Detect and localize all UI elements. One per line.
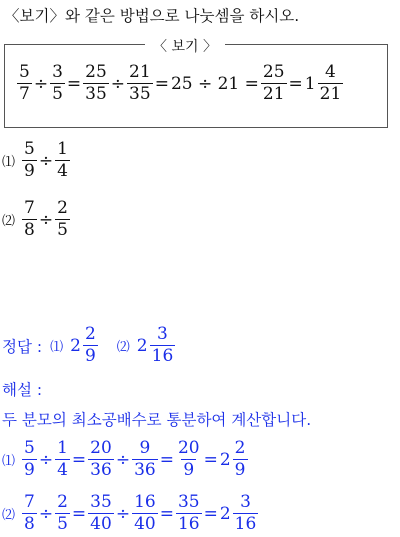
example-title: 〈 보기 〉	[145, 36, 225, 56]
denominator: 7	[19, 84, 30, 104]
numerator: 9	[139, 438, 151, 458]
fraction	[132, 494, 158, 533]
numerator: 2	[84, 324, 96, 344]
math-text: 2	[219, 449, 231, 470]
denominator: 8	[24, 220, 35, 240]
numerator: 5	[19, 62, 30, 82]
denominator: 40	[90, 514, 112, 534]
denominator: 9	[84, 346, 96, 366]
math-text: 1	[304, 73, 316, 94]
fraction	[22, 494, 37, 533]
numerator: 5	[24, 438, 35, 458]
fraction	[176, 494, 202, 533]
math-text: 2	[70, 335, 81, 356]
explanation-2	[2, 494, 259, 533]
math-text: 25 ÷ 21 =	[170, 73, 259, 94]
operator: ÷	[38, 503, 54, 524]
operator: =	[154, 73, 169, 94]
fraction	[17, 64, 32, 103]
answer-1-label: ⑴	[50, 340, 64, 355]
fraction	[55, 200, 70, 239]
numerator: 3	[52, 62, 63, 82]
numerator: 3	[157, 324, 168, 344]
problem-2-label: ⑵	[2, 214, 16, 229]
explanation-label: 해설 :	[2, 381, 43, 399]
operator: ÷	[38, 209, 54, 230]
operator: ÷	[33, 73, 49, 94]
denominator: 5	[57, 220, 68, 240]
denominator: 35	[129, 84, 151, 104]
explanation-1-label: ⑴	[2, 454, 16, 469]
denominator: 4	[57, 161, 68, 181]
denominator: 21	[262, 84, 285, 104]
fraction	[127, 64, 153, 103]
fraction	[50, 64, 65, 103]
explanation-2-equation	[21, 494, 259, 533]
numerator: 2	[234, 438, 246, 458]
answer-label: 정답 :	[2, 337, 43, 356]
fraction	[83, 326, 98, 365]
fraction	[55, 141, 70, 180]
problem-2-equation	[21, 200, 71, 239]
fraction	[318, 64, 344, 103]
operator: =	[159, 503, 174, 524]
problem-1-equation	[21, 141, 71, 180]
numerator: 35	[177, 492, 200, 512]
operator: =	[71, 503, 87, 524]
denominator: 36	[134, 460, 156, 480]
numerator: 2	[57, 198, 68, 218]
numerator: 2	[57, 492, 68, 512]
numerator: 21	[129, 62, 151, 82]
operator: ÷	[110, 73, 126, 94]
answer-line	[2, 326, 176, 365]
fraction	[261, 64, 287, 103]
math-text: 2	[136, 335, 148, 356]
operator: =	[203, 449, 218, 470]
problem-2	[2, 200, 71, 239]
denominator: 9	[24, 161, 35, 181]
operator: =	[288, 73, 303, 94]
denominator: 21	[319, 84, 342, 104]
numerator: 20	[177, 438, 200, 458]
numerator: 1	[57, 139, 68, 159]
problem-1-label: ⑴	[2, 155, 16, 170]
denominator: 35	[85, 84, 107, 104]
fraction	[233, 494, 259, 533]
answer-2-label: ⑵	[116, 340, 130, 355]
denominator: 5	[57, 514, 68, 534]
numerator: 1	[57, 438, 68, 458]
denominator: 16	[151, 346, 174, 366]
example-equation	[16, 64, 344, 103]
denominator: 16	[177, 514, 200, 534]
operator: =	[66, 73, 82, 94]
fraction	[150, 326, 176, 365]
numerator: 25	[85, 62, 107, 82]
fraction	[55, 494, 70, 533]
numerator: 20	[90, 438, 112, 458]
answer-2-value	[136, 326, 176, 365]
denominator: 9	[183, 460, 195, 480]
denominator: 16	[234, 514, 257, 534]
problem-1	[2, 141, 71, 180]
operator: =	[203, 503, 218, 524]
numerator: 16	[134, 492, 156, 512]
numerator: 3	[240, 492, 251, 512]
math-text: 2	[219, 503, 231, 524]
fraction	[88, 440, 114, 479]
numerator: 5	[24, 139, 35, 159]
numerator: 35	[90, 492, 112, 512]
instruction-text: 〈보기〉와 같은 방법으로 나눗셈을 하시오.	[4, 7, 300, 25]
denominator: 36	[90, 460, 112, 480]
denominator: 4	[57, 460, 68, 480]
fraction	[83, 64, 109, 103]
fraction	[176, 440, 202, 479]
fraction	[132, 440, 158, 479]
numerator: 25	[262, 62, 285, 82]
denominator: 5	[52, 84, 63, 104]
explanation-1-equation	[21, 440, 248, 479]
explanation-2-label: ⑵	[2, 508, 16, 523]
numerator: 4	[325, 62, 336, 82]
operator: =	[71, 449, 87, 470]
numerator: 7	[24, 198, 35, 218]
fraction	[22, 440, 37, 479]
operator: ÷	[38, 150, 54, 171]
denominator: 40	[134, 514, 156, 534]
fraction	[22, 200, 37, 239]
operator: ÷	[115, 449, 131, 470]
operator: ÷	[115, 503, 131, 524]
operator: ÷	[38, 449, 54, 470]
fraction	[233, 440, 248, 479]
operator: =	[159, 449, 174, 470]
fraction	[22, 141, 37, 180]
explanation-1	[2, 440, 249, 479]
denominator: 9	[234, 460, 246, 480]
denominator: 9	[24, 460, 35, 480]
answer-1-value	[69, 326, 99, 365]
explanation-text: 두 분모의 최소공배수로 통분하여 계산합니다.	[2, 411, 312, 429]
fraction	[55, 440, 70, 479]
fraction	[88, 494, 114, 533]
denominator: 8	[24, 514, 35, 534]
numerator: 7	[24, 492, 35, 512]
